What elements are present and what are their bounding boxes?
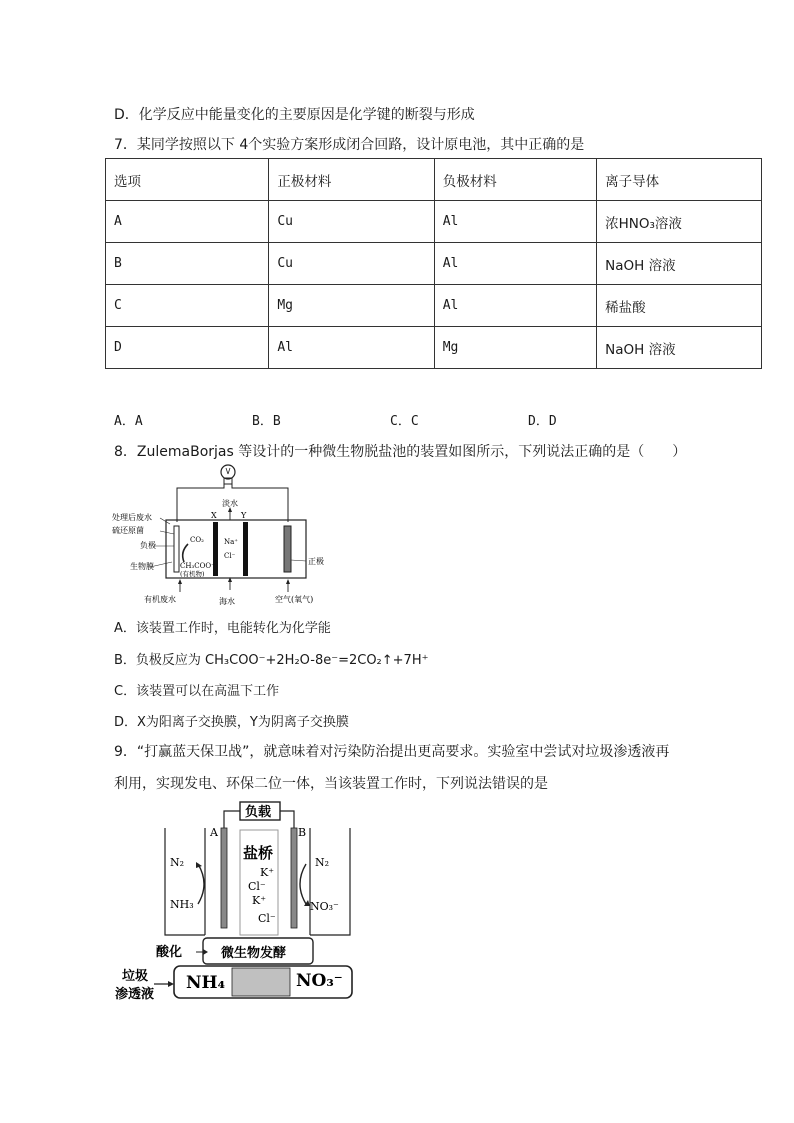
q9-leachate-cell-diagram [110, 800, 360, 1005]
table-cell: Al [434, 243, 596, 285]
table-cell: NaOH 溶液 [597, 243, 762, 285]
table-cell: 浓HNO₃溶液 [597, 201, 762, 243]
label-no3: NO₃⁻ [310, 900, 339, 913]
q8-stem: 8．ZulemaBorjas 等设计的一种微生物脱盐池的装置如图所示，下列说法正确的是（ ） [114, 444, 687, 460]
q9-stem-line2: 利用，实现发电、环保二位一体，当该装置工作时，下列说法错误的是 [114, 776, 548, 792]
table-cell: Al [434, 201, 596, 243]
lightbulb-icon [221, 465, 235, 484]
label-cl: Cl⁻ [224, 552, 236, 560]
header-option: 选项 [106, 159, 269, 201]
table-row [106, 243, 762, 285]
label-na: Na⁺ [224, 538, 238, 546]
table-cell: 稀盐酸 [597, 285, 762, 327]
table-cell: A [106, 201, 269, 243]
membrane-y [243, 522, 248, 576]
q8-option-d: D．X为阳离子交换膜，Y为阴离子交换膜 [114, 715, 349, 730]
label-seawater: 海水 [219, 597, 235, 606]
table-cell: Al [434, 285, 596, 327]
label-k2: K⁺ [252, 894, 267, 907]
table-header-row [106, 159, 762, 201]
header-negative: 负极材料 [434, 159, 596, 201]
table-row [106, 327, 762, 369]
label-load: 负载 [245, 805, 272, 820]
table-cell: Al [269, 327, 434, 369]
table-cell: Mg [434, 327, 596, 369]
label-a: A [210, 826, 218, 839]
label-co2: CO₂ [190, 536, 204, 544]
label-leachate-1: 垃圾 [122, 969, 149, 984]
label-fermentation: 微生物发酵 [221, 946, 287, 961]
bottom-divider [232, 968, 290, 996]
table-cell: C [106, 285, 269, 327]
q7-choice-c: C．C [390, 414, 419, 429]
label-salt-bridge: 盐桥 [243, 844, 274, 862]
label-n2-left: N₂ [170, 856, 185, 869]
label-cl1: Cl⁻ [248, 880, 266, 893]
q7-stem: 7．某同学按照以下 4个实验方案形成闭合回路，设计原电池，其中正确的是 [114, 137, 585, 153]
label-x: X [211, 511, 217, 520]
label-sulfur-media: 硫还原菌 [112, 526, 144, 535]
label-nh3: NH₃ [170, 898, 194, 911]
anode-plate [174, 526, 179, 572]
table-cell: Cu [269, 201, 434, 243]
electrode-b [291, 828, 297, 928]
label-treated-wastewater: 处理后废水 [112, 513, 152, 522]
header-positive: 正极材料 [269, 159, 434, 201]
label-no3-big: NO₃⁻ [296, 971, 343, 991]
table-row [106, 201, 762, 243]
table-cell: D [106, 327, 269, 369]
cathode-plate [284, 526, 291, 572]
label-k1: K⁺ [260, 866, 275, 879]
label-organic-wastewater: 有机废水 [144, 595, 176, 604]
q8-option-a: A．该装置工作时，电能转化为化学能 [114, 621, 331, 636]
label-acetate: CH₃COO⁻ [180, 562, 215, 570]
table-cell: B [106, 243, 269, 285]
table-row [106, 285, 762, 327]
label-cathode: 正极 [308, 557, 324, 566]
label-organic: (有机物) [180, 570, 205, 578]
label-air: 空气(氧气) [275, 595, 314, 604]
label-acidify: 酸化 [156, 945, 183, 960]
label-nh4: NH₄ [186, 973, 226, 993]
q8-desalination-cell-diagram [110, 462, 350, 612]
header-conductor: 离子导体 [597, 159, 762, 201]
q9-stem-line1: 9．“打赢蓝天保卫战”，就意味着对污染防治提出更高要求。实验室中尝试对垃圾渗透液再 [114, 744, 670, 760]
label-leachate-2: 渗透液 [115, 987, 155, 1002]
label-n2-right: N₂ [315, 856, 330, 869]
label-biofilm: 生物膜 [130, 562, 154, 571]
table-cell: Cu [269, 243, 434, 285]
label-anode: 负极 [140, 541, 156, 550]
q7-choice-a: A．A [114, 414, 143, 429]
q6-option-d: D．化学反应中能量变化的主要原因是化学键的断裂与形成 [114, 107, 475, 123]
label-y: Y [241, 511, 247, 520]
label-b: B [298, 826, 307, 839]
label-cl2: Cl⁻ [258, 912, 276, 925]
q8-option-b: B．负极反应为 CH₃COO⁻+2H₂O-8e⁻=2CO₂↑+7H⁺ [114, 653, 429, 668]
electrode-a [221, 828, 227, 928]
q7-choice-d: D．D [528, 414, 557, 429]
q7-table [105, 158, 762, 369]
table-cell: NaOH 溶液 [597, 327, 762, 369]
q7-choice-b: B．B [252, 414, 281, 429]
table-cell: Mg [269, 285, 434, 327]
label-fresh-water: 淡水 [222, 499, 238, 508]
q8-option-c: C．该装置可以在高温下工作 [114, 684, 280, 699]
